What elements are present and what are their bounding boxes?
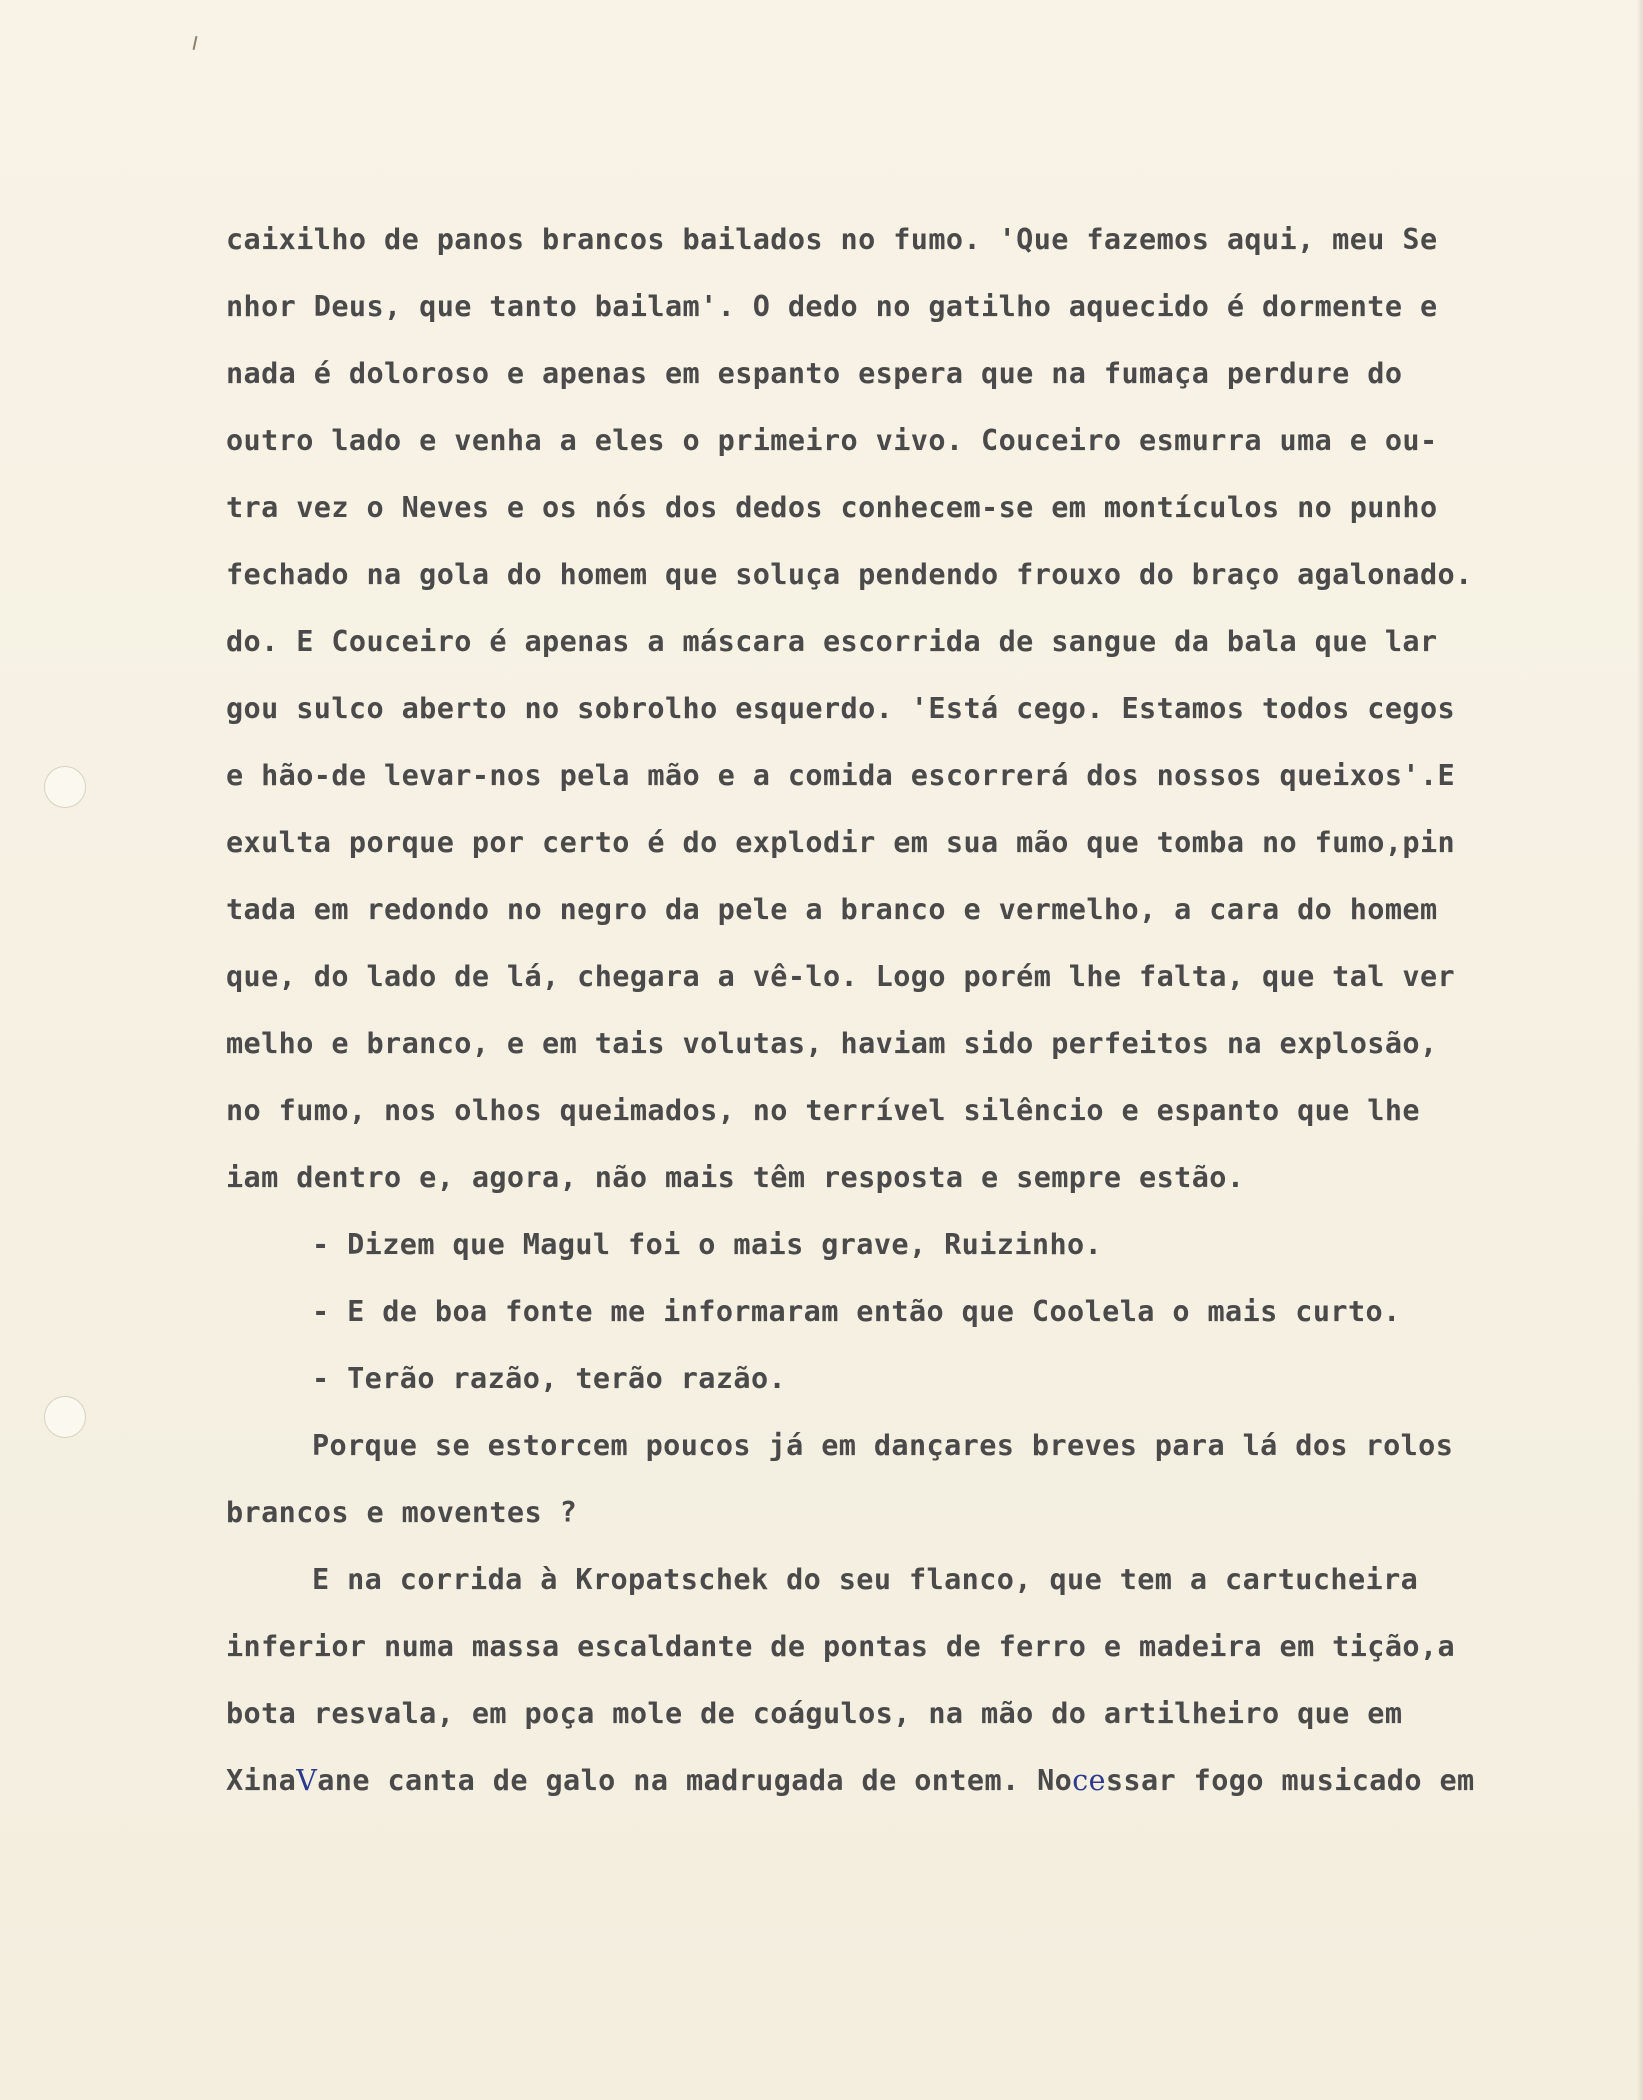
- last-text-line: [226, 1747, 1486, 1814]
- text-line: nhor Deus, que tanto bailam'. O dedo no gatilho aquecido é dormente e: [226, 290, 1438, 323]
- text-fragment: ssar fogo musicado em: [1105, 1764, 1475, 1797]
- page-edge-shadow: [1637, 0, 1643, 2100]
- text-line: que, do lado de lá, chegara a vê-lo. Logo porém lhe falta, que tal ver: [226, 960, 1456, 993]
- paragraph-line: bota resvala, em poça mole de coágulos, na mão do artilheiro que em: [226, 1697, 1403, 1730]
- punch-hole-top: [44, 766, 86, 808]
- typewritten-text: [226, 206, 1486, 1814]
- text-line: nada é doloroso e apenas em espanto espera que na fumaça perdure do: [226, 357, 1403, 390]
- text-line: tra vez o Neves e os nós dos dedos conhecem-se em montículos no punho: [226, 491, 1438, 524]
- dialogue-line: - Terão razão, terão razão.: [312, 1362, 787, 1395]
- paragraph-line: Porque se estorcem poucos já em dançares breves para lá dos rolos: [312, 1429, 1454, 1462]
- handwritten-correction: V: [296, 1764, 318, 1797]
- handwritten-correction: ce: [1072, 1764, 1106, 1797]
- paragraph-line: brancos e moventes ?: [226, 1496, 578, 1529]
- text-line: no fumo, nos olhos queimados, no terrível silêncio e espanto que lhe: [226, 1094, 1420, 1127]
- text-line: do. E Couceiro é apenas a máscara escorrida de sangue da bala que lar: [226, 625, 1438, 658]
- punch-hole-bottom: [44, 1396, 86, 1438]
- dialogue-line: - Dizem que Magul foi o mais grave, Ruizinho.: [312, 1228, 1103, 1261]
- paragraph-line: inferior numa massa escaldante de pontas de ferro e madeira em tição,a: [226, 1630, 1456, 1663]
- dialogue-line: - E de boa fonte me informaram então que Coolela o mais curto.: [312, 1295, 1401, 1328]
- text-line: melho e branco, e em tais volutas, haviam sido perfeitos na explosão,: [226, 1027, 1438, 1060]
- pencil-mark: [193, 36, 198, 50]
- text-line: tada em redondo no negro da pele a branco e vermelho, a cara do homem: [226, 893, 1438, 926]
- text-line: outro lado e venha a eles o primeiro vivo. Couceiro esmurra uma e ou-: [226, 424, 1438, 457]
- text-fragment: Xina: [226, 1764, 297, 1797]
- paragraph-line: E na corrida à Kropatschek do seu flanco, que tem a cartucheira: [312, 1563, 1419, 1596]
- text-line: fechado na gola do homem que soluça pendendo frouxo do braço agalonado.: [226, 558, 1473, 591]
- text-line: gou sulco aberto no sobrolho esquerdo. 'Está cego. Estamos todos cegos: [226, 692, 1456, 725]
- text-line: exulta porque por certo é do explodir em sua mão que tomba no fumo,pin: [226, 826, 1456, 859]
- text-line: e hão-de levar-nos pela mão e a comida escorrerá dos nossos queixos'.E: [226, 759, 1456, 792]
- text-fragment: ane canta de galo na madrugada de ontem. No: [317, 1764, 1073, 1797]
- text-line: iam dentro e, agora, não mais têm resposta e sempre estão.: [226, 1161, 1245, 1194]
- text-line: caixilho de panos brancos bailados no fumo. 'Que fazemos aqui, meu Se: [226, 223, 1438, 256]
